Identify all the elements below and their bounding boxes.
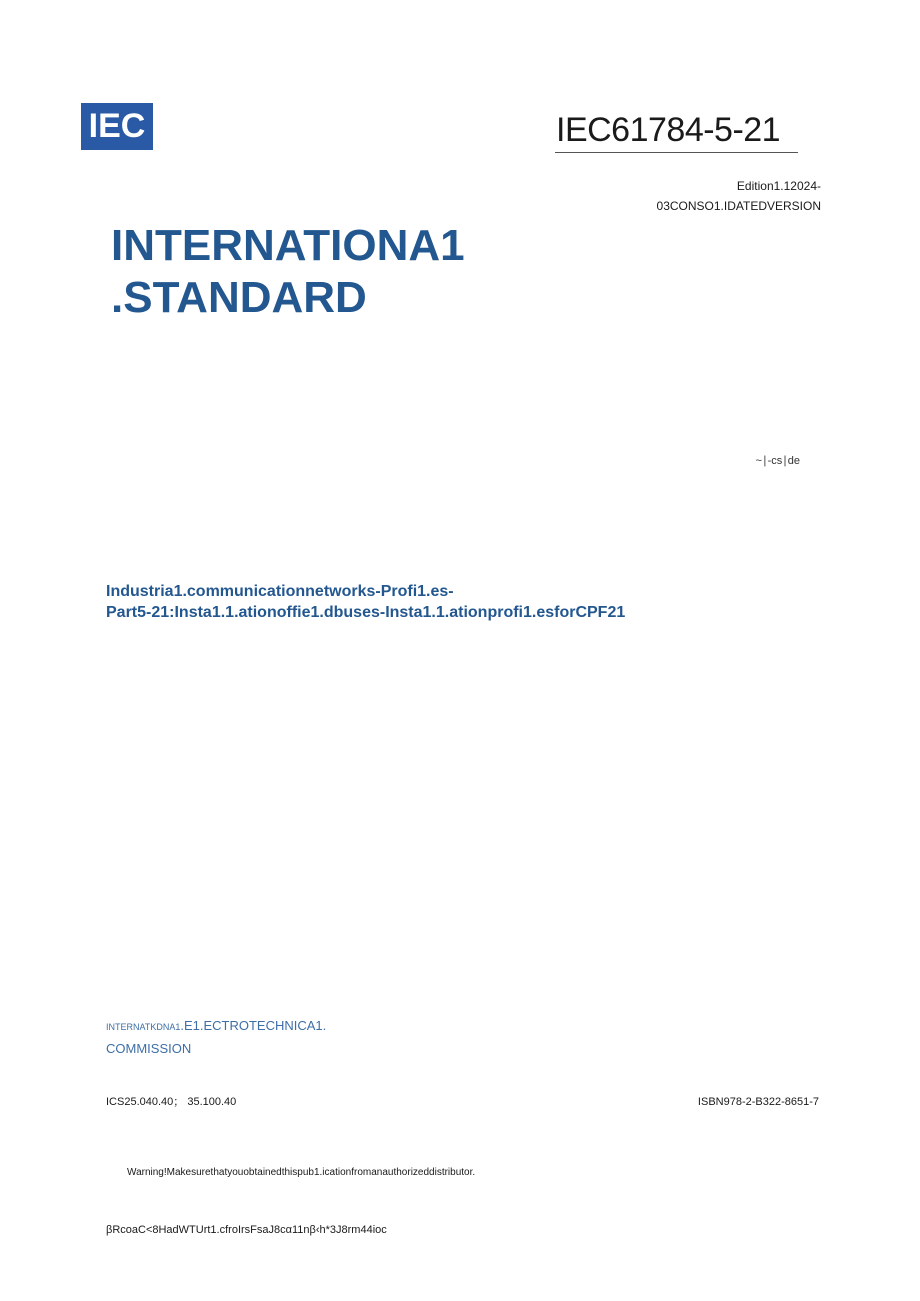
document-title bbox=[111, 220, 631, 324]
organization-line-1 bbox=[106, 1015, 506, 1038]
document-title-line-1: INTERNATIONA1 bbox=[111, 221, 465, 270]
ics-code: ICS25.040.40； 35.100.40 bbox=[106, 1096, 237, 1108]
isbn-code: ISBN978-2-B322-8651-7 bbox=[697, 1096, 819, 1108]
standard-number: IEC61784-5-21 bbox=[556, 111, 781, 149]
organization-line-2: COMMISSION bbox=[106, 1041, 192, 1056]
standard-number-underline bbox=[555, 152, 798, 153]
edition-line-2: 03CONSO1.IDATEDVERSION bbox=[656, 199, 821, 213]
distributor-warning: Warning!Makesurethatyouobtainedthispub1.icationfromanauthorizeddistributor. bbox=[127, 1167, 476, 1178]
iec-logo: IEC bbox=[81, 103, 153, 150]
organization-smallcaps: INTERNATKDNA1 bbox=[106, 1022, 181, 1032]
organization-line-1-rest: .E1.ECTROTECHNICA1. bbox=[180, 1018, 327, 1033]
document-subtitle bbox=[106, 581, 826, 623]
edition-info bbox=[521, 176, 821, 216]
organization-name bbox=[106, 1015, 506, 1059]
stamp-mark: ~∣-cs∣de bbox=[755, 455, 800, 467]
edition-line-1: Edition1.12024- bbox=[736, 179, 821, 193]
document-subtitle-line-2: Part5-21:Insta1.1.ationoffie1.dbuses-Insta1.1.ationprofi1.esforCPF21 bbox=[106, 604, 626, 621]
document-subtitle-line-1: Industria1.communicationnetworks-Profi1.es- bbox=[106, 583, 454, 600]
footer-code: βRcoaC<8HadWTUrt1.cfroIrsFsaJ8cα11nβ‹h*3J8rm44ioc bbox=[106, 1224, 387, 1236]
document-title-line-2: .STANDARD bbox=[111, 273, 367, 322]
